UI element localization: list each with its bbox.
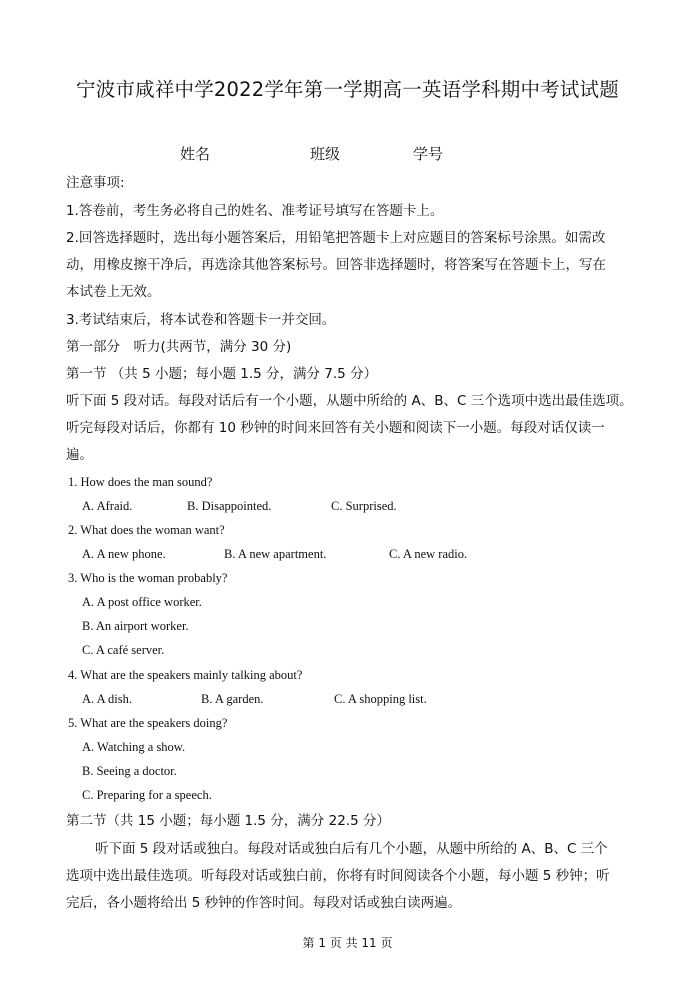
question-4-option-a: A. A dish. (82, 692, 133, 706)
section2-instructions-line-2: 选项中选出最佳选项。听每段对话或独白前，你将有时间阅读各个小题，每小题 5 秒钟；听 (66, 868, 610, 884)
question-1-stem: 1. How does the man sound? (68, 475, 213, 489)
section1-instructions-line-2: 听完每段对话后，你都有 10 秒钟的时间来回答有关小题和阅读下一小题。每段对话仅读一 (66, 420, 605, 436)
question-1-option-c: C. Surprised. (331, 499, 397, 513)
page-title: 宁波市咸祥中学2022学年第一学期高一英语学科期中考试试题 (76, 78, 619, 101)
section1-instructions-line-1: 听下面 5 段对话。每段对话后有一个小题，从题中所给的 A、B、C 三个选项中选出最佳选项。 (66, 393, 633, 409)
section1-heading: 第一节 （共 5 小题；每小题 1.5 分，满分 7.5 分） (66, 366, 378, 382)
name-label: 姓名 (180, 145, 211, 163)
question-5-stem: 5. What are the speakers doing? (68, 716, 228, 730)
student-number-label: 学号 (413, 145, 444, 163)
notice-item-2-line-3: 本试卷上无效。 (66, 284, 161, 300)
question-3-option-a: A. A post office worker. (82, 595, 202, 609)
notice-heading: 注意事项: (66, 175, 125, 191)
question-5-option-c: C. Preparing for a speech. (82, 788, 212, 802)
question-2-option-c: C. A new radio. (389, 547, 468, 561)
part1-heading: 第一部分 听力(共两节，满分 30 分) (66, 339, 292, 355)
student-info-row (0, 143, 695, 165)
section2-instructions-line-3: 完后，各小题将给出 5 秒钟的作答时间。每段对话或独白读两遍。 (66, 895, 462, 911)
question-4-stem: 4. What are the speakers mainly talking about? (68, 668, 303, 682)
page-number: 第 1 页 共 11 页 (302, 936, 393, 950)
question-3-option-b: B. An airport worker. (82, 619, 189, 633)
notice-item-3: 3.考试结束后，将本试卷和答题卡一并交回。 (66, 312, 336, 328)
question-3-stem: 3. Who is the woman probably? (68, 571, 228, 585)
question-1-option-a: A. Afraid. (82, 499, 133, 513)
question-4-option-c: C. A shopping list. (334, 692, 427, 706)
notice-item-2-line-1: 2.回答选择题时，选出每小题答案后，用铅笔把答题卡上对应题目的答案标号涂黑。如需改 (66, 230, 606, 246)
question-5-option-a: A. Watching a show. (82, 740, 186, 754)
notice-item-1: 1.答卷前，考生务必将自己的姓名、准考证号填写在答题卡上。 (66, 203, 444, 219)
question-2-option-b: B. A new apartment. (224, 547, 327, 561)
question-4-option-b: B. A garden. (201, 692, 264, 706)
notice-item-2-line-2: 动，用橡皮擦干净后，再选涂其他答案标号。回答非选择题时，将答案写在答题卡上，写在 (66, 257, 606, 273)
question-3-option-c: C. A café server. (82, 643, 165, 657)
class-label: 班级 (310, 145, 341, 163)
question-1-option-b: B. Disappointed. (187, 499, 272, 513)
question-2-option-a: A. A new phone. (82, 547, 166, 561)
section1-instructions-line-3: 遍。 (66, 447, 93, 463)
question-5-option-b: B. Seeing a doctor. (82, 764, 177, 778)
section2-instructions-line-1: 听下面 5 段对话或独白。每段对话或独白后有几个小题，从题中所给的 A、B、C 三个 (95, 841, 608, 857)
question-2-stem: 2. What does the woman want? (68, 523, 225, 537)
section2-heading: 第二节（共 15 小题；每小题 1.5 分，满分 22.5 分） (66, 813, 390, 829)
